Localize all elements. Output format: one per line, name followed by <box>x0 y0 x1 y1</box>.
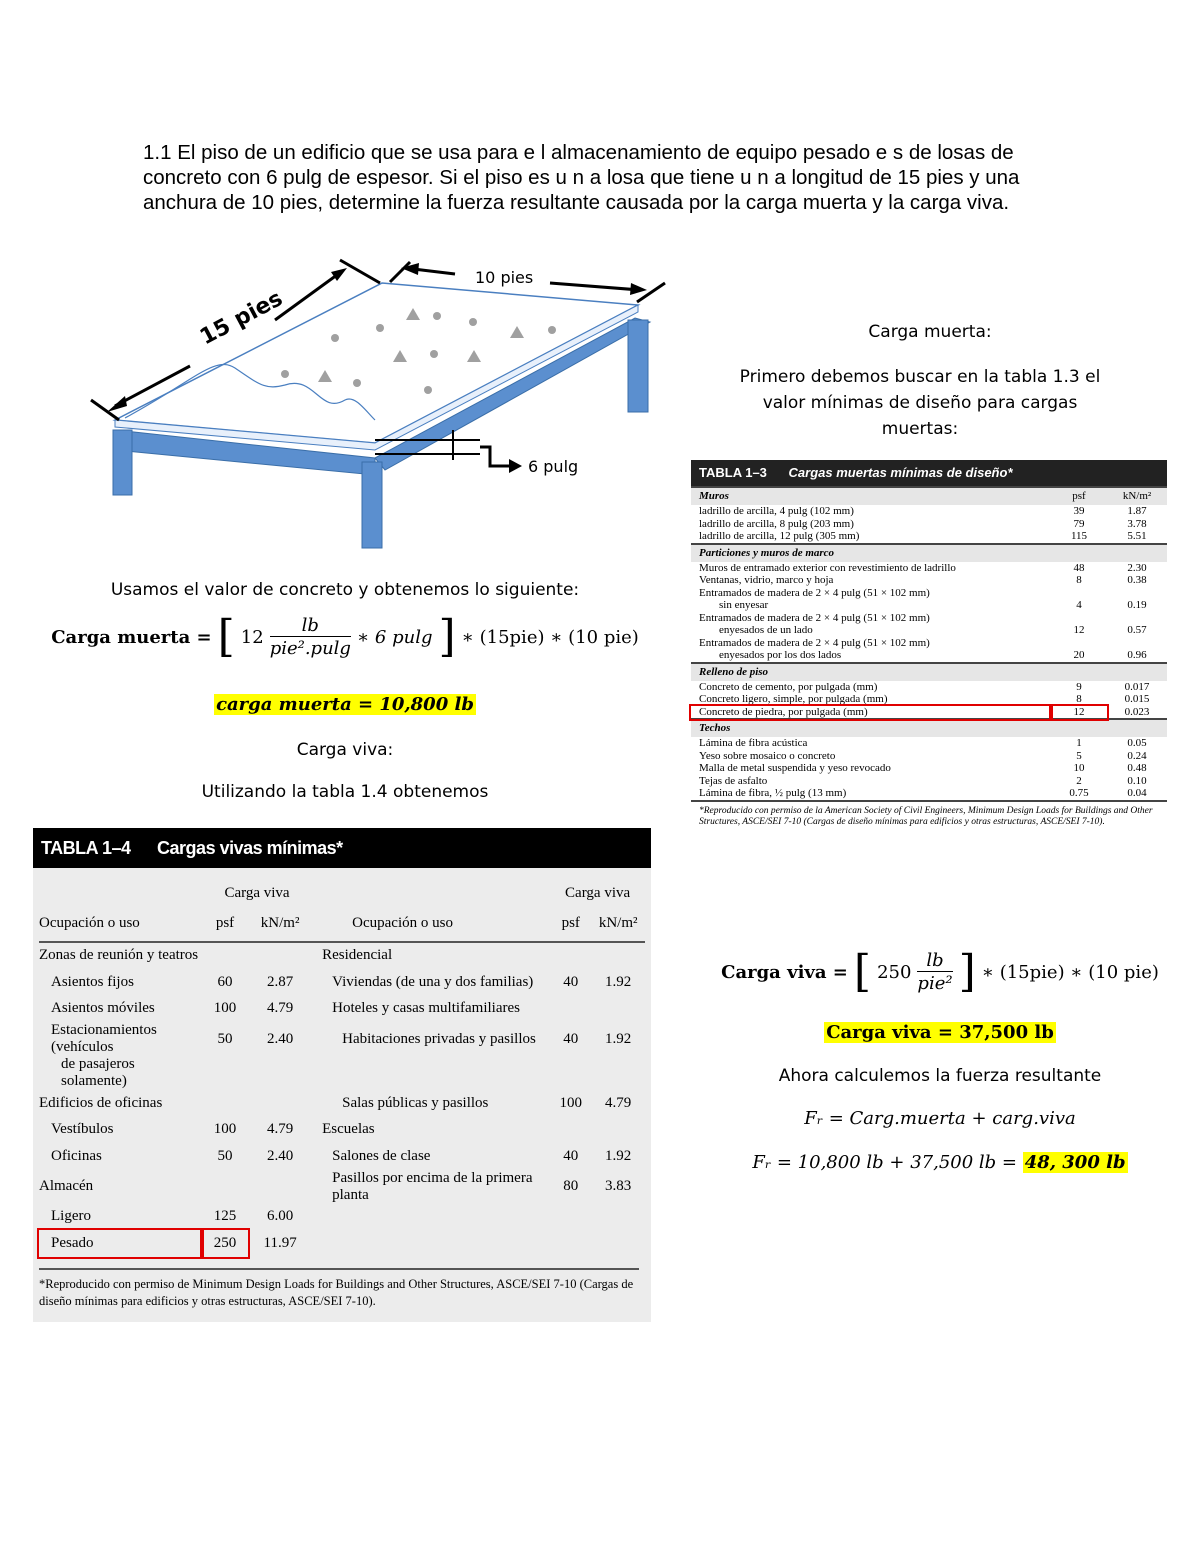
live-eq-num: lb <box>926 950 944 971</box>
left-psf: 50 <box>217 1030 233 1047</box>
dead-title: Carga muerta: <box>868 322 992 342</box>
blank <box>1107 663 1167 681</box>
right-label: Habitaciones privadas y pasillos <box>342 1030 536 1047</box>
row-kn: 0.04 <box>1127 787 1147 799</box>
dead-load-equation: Carga muerta = [ 12 lb pie².pulg ∗ 6 pulg ] ∗ (15pie) ∗ (10 pie) <box>51 611 639 662</box>
row-label: ladrillo de arcilla, 12 pulg (305 mm) <box>699 530 860 542</box>
right-kn <box>591 1204 645 1231</box>
row-kn: 0.023 <box>1124 705 1150 718</box>
blank <box>1051 719 1107 737</box>
table14-body <box>39 880 645 1257</box>
left-kn: 11.97 <box>263 1234 297 1251</box>
live-result: Carga viva = 37,500 lb <box>826 1022 1054 1043</box>
left-psf <box>202 1090 248 1117</box>
row-label: Ventanas, vidrio, marco y hoja <box>699 574 834 586</box>
row-kn <box>1107 612 1167 625</box>
left-label: Edificios de oficinas <box>39 1094 163 1111</box>
row-label: ladrillo de arcilla, 4 pulg (102 mm) <box>699 505 854 517</box>
eq-lhs: Carga muerta = <box>51 626 212 648</box>
col-header: Ocupación o uso <box>39 915 140 931</box>
table-row <box>691 574 1167 587</box>
table13-subtitle: Cargas muertas mínimas de diseño* <box>788 465 1013 480</box>
table14-content <box>39 880 645 1257</box>
table-row <box>39 996 645 1023</box>
col-header: Ocupación o uso <box>352 915 453 931</box>
right-psf <box>550 1117 591 1144</box>
col-header: kN/m² <box>598 915 638 931</box>
row-label: Concreto de cemento, por pulgada (mm) <box>699 680 878 693</box>
left-label: Zonas de reunión y teatros <box>39 947 199 964</box>
dead-result-wrap <box>40 694 650 715</box>
right-psf <box>550 996 591 1023</box>
row-psf <box>1051 587 1107 600</box>
eq-den: pie².pulg <box>269 638 351 659</box>
thickness-label: 6 pulg <box>528 457 579 476</box>
right-psf: 80 <box>563 1178 579 1194</box>
row-kn: 5.51 <box>1127 530 1147 542</box>
right-kn <box>591 996 645 1023</box>
right-kn: 4.79 <box>605 1094 632 1111</box>
row-label: ladrillo de arcilla, 8 pulg (203 mm) <box>699 517 854 530</box>
right-kn: 3.83 <box>605 1178 632 1194</box>
row-psf: 4 <box>1076 599 1082 611</box>
row-label: Entramados de madera de 2 × 4 pulg (51 × 102 mm) <box>699 586 930 599</box>
row-label: Lámina de fibra acústica <box>699 737 808 749</box>
row-psf: 8 <box>1076 574 1082 586</box>
row-psf <box>1051 612 1107 625</box>
row-kn: 1.87 <box>1127 505 1147 517</box>
group-label-right: Carga viva <box>565 884 631 901</box>
right-kn <box>591 1230 645 1257</box>
row-kn: 2.30 <box>1127 561 1147 574</box>
live-eq-den: pie² <box>917 973 953 994</box>
dead-intro: Primero debemos buscar en la tabla 1.3 el valor mínimas de diseño para cargas muertas: <box>739 367 1101 439</box>
left-psf: 60 <box>217 973 233 990</box>
row-label: enyesados por los dos lados <box>719 649 842 661</box>
leg-front-right <box>362 462 382 548</box>
eq-rest: ∗ 6 pulg <box>356 626 433 648</box>
row-kn: 0.19 <box>1127 599 1147 611</box>
row-kn <box>1107 587 1167 600</box>
right-label: Salas públicas y pasillos <box>342 1094 489 1111</box>
table-row <box>691 518 1167 531</box>
table13-body <box>691 486 1167 829</box>
right-psf: 100 <box>559 1094 583 1111</box>
table13-footnote-row <box>691 801 1167 829</box>
table-1-3 <box>691 460 1167 905</box>
row-kn: 3.78 <box>1127 517 1147 530</box>
eq-tail: ∗ (15pie) ∗ (10 pie) <box>461 626 639 648</box>
table-row <box>691 599 1167 612</box>
table14-header <box>33 828 651 868</box>
row-psf: 79 <box>1073 517 1085 530</box>
right-psf: 40 <box>563 1147 579 1164</box>
left-label: Almacén <box>39 1178 94 1194</box>
left-kn: 4.79 <box>267 1000 294 1017</box>
right-label: Hoteles y casas multifamiliares <box>332 1000 520 1017</box>
table-row <box>691 706 1167 720</box>
right-label: Residencial <box>322 947 393 964</box>
left-kn: 6.00 <box>267 1208 294 1225</box>
left-kn: 2.40 <box>267 1030 294 1047</box>
table14-footnote: *Reproducido con permiso de Minimum Design Loads for Buildings and Other Structures, ASCE/SEI 7-10 (Cargas de diseño mínimas para edificios y otras estructuras, ASCE/SEI 7-10). <box>39 1268 639 1310</box>
table-row <box>39 1056 645 1090</box>
table-row <box>691 762 1167 775</box>
table-row <box>691 787 1167 801</box>
slab-diagram <box>85 250 685 555</box>
live-eq-coef: 250 <box>877 961 912 983</box>
leg-back-right <box>628 320 648 412</box>
table14-group-header <box>39 880 645 907</box>
problem-statement: 1.1 El piso de un edificio que se usa para e l almacenamiento de equipo pesado e s de losas de concreto con 6 pulg de espesor. Si el piso es u n a losa que tiene u n a longitud de 15 pies y una anchura de 10 pies, determine la fuerza resultante causada por la carga muerta y la carga viva. <box>143 141 1020 214</box>
row-psf: 48 <box>1073 561 1085 574</box>
row-psf: 0.75 <box>1069 787 1089 799</box>
left-kn <box>248 1090 312 1117</box>
left-kn: 2.40 <box>267 1147 294 1164</box>
row-psf <box>1051 637 1107 650</box>
section-name: Techos <box>691 719 1051 737</box>
row-kn: 0.05 <box>1127 737 1147 749</box>
blank <box>1051 663 1107 681</box>
row-psf: 10 <box>1073 762 1085 774</box>
row-kn: 0.48 <box>1127 762 1147 774</box>
left-kn <box>248 1056 312 1090</box>
row-psf: 1 <box>1076 737 1082 749</box>
fr-calc: Fᵣ = 10,800 lb + 37,500 lb = <box>752 1152 1023 1173</box>
left-label: Vestíbulos <box>51 1121 114 1138</box>
row-label: enyesados de un lado <box>719 624 813 636</box>
live-eq-tail: ∗ (15pie) ∗ (10 pie) <box>981 961 1159 983</box>
left-label: Asientos fijos <box>51 973 134 990</box>
table-row <box>39 1230 645 1257</box>
left-psf: 50 <box>217 1147 233 1164</box>
live-intro: Utilizando la tabla 1.4 obtenemos <box>201 782 489 802</box>
fr-equation: Fᵣ = Carg.muerta + carg.viva <box>804 1108 1076 1129</box>
table-row <box>691 750 1167 763</box>
group-label-left: Carga viva <box>224 884 290 901</box>
right-psf: 40 <box>563 1030 579 1047</box>
col-header: psf <box>215 915 235 931</box>
row-kn: 0.57 <box>1127 624 1147 636</box>
table-row <box>39 969 645 996</box>
right-kn <box>591 942 645 970</box>
right-psf <box>550 1056 591 1090</box>
left-label: Oficinas <box>51 1147 102 1164</box>
row-label: sin enyesar <box>719 599 769 611</box>
right-label: Viviendas (de una y dos familias) <box>332 973 534 990</box>
right-kn: 1.92 <box>605 1147 632 1164</box>
row-kn: 0.017 <box>1124 680 1150 693</box>
table-row <box>39 1090 645 1117</box>
table14-subtitle: Cargas vivas mínimas* <box>157 838 343 858</box>
right-kn: 1.92 <box>605 973 632 990</box>
resultant-intro: Ahora calculemos la fuerza resultante <box>778 1066 1102 1086</box>
right-label <box>312 1204 550 1231</box>
live-load-equation: Carga viva = [ 250 lb pie² ] ∗ (15pie) ∗ (10 pie) <box>721 946 1159 997</box>
row-psf: 20 <box>1073 649 1085 661</box>
table13-section <box>691 719 1167 737</box>
row-label: Concreto de piedra, por pulgada (mm) <box>691 706 1051 720</box>
leg-front-left <box>113 430 132 495</box>
left-kn <box>248 1170 312 1204</box>
row-kn: 0.96 <box>1127 649 1147 661</box>
left-psf: 250 <box>202 1230 248 1257</box>
table-row <box>39 1117 645 1144</box>
width-label: 10 pies <box>475 268 534 287</box>
right-psf <box>550 1230 591 1257</box>
table13-section <box>691 487 1167 505</box>
row-kn: 0.24 <box>1127 749 1147 762</box>
row-label: Entramados de madera de 2 × 4 pulg (51 × 102 mm) <box>699 611 930 624</box>
right-psf <box>550 1204 591 1231</box>
col-header: kN/m² <box>260 915 300 931</box>
table13-header <box>691 460 1167 486</box>
blank <box>1107 719 1167 737</box>
table13-footnote: *Reproducido con permiso de la American Society of Civil Engineers, Minimum Design Loads for Buildings and Other Structures, ASCE/SEI 7-10 (Cargas de diseño mínimas para edificios y otras estructuras, ASCE/SEI 7-10). <box>691 801 1167 829</box>
right-label: Salones de clase <box>332 1147 431 1164</box>
table13-title: TABLA 1–3 <box>699 465 767 480</box>
table-row <box>691 612 1167 625</box>
row-psf: 12 <box>1073 624 1085 636</box>
left-psf <box>202 942 248 970</box>
row-label: Muros de entramado exterior con revestimiento de ladrillo <box>699 561 956 574</box>
fr-calc-wrap <box>700 1152 1180 1173</box>
left-intro: Usamos el valor de concreto y obtenemos lo siguiente: <box>110 580 580 600</box>
left-kn <box>248 942 312 970</box>
row-psf: 2 <box>1076 774 1082 787</box>
left-label: Asientos móviles <box>51 1000 155 1017</box>
section-name: Relleno de piso <box>691 663 1051 681</box>
dead-result: carga muerta = 10,800 lb <box>216 694 474 715</box>
right-kn: 1.92 <box>605 1030 632 1047</box>
row-label: Concreto ligero, simple, por pulgada (mm) <box>699 693 888 705</box>
col-header: psf <box>561 915 580 931</box>
left-kn: 4.79 <box>267 1121 294 1138</box>
table-row <box>691 562 1167 575</box>
row-kn: 0.015 <box>1124 693 1150 705</box>
right-kn <box>591 1117 645 1144</box>
table-row <box>691 649 1167 663</box>
live-title: Carga viva: <box>296 740 394 760</box>
row-kn <box>1107 637 1167 650</box>
eq-coef: 12 <box>240 626 264 648</box>
left-label: Ligero <box>51 1208 91 1225</box>
left-psf: 100 <box>213 1000 237 1017</box>
table-row <box>691 587 1167 600</box>
table-row <box>691 530 1167 544</box>
row-label: Entramados de madera de 2 × 4 pulg (51 × 102 mm) <box>699 636 930 649</box>
table13-section <box>691 544 1167 562</box>
col-kn: kN/m² <box>1107 487 1167 505</box>
row-label: Malla de metal suspendida y yeso revocado <box>699 762 891 774</box>
left-label: de pasajeros solamente) <box>61 1056 135 1089</box>
table-row <box>39 1170 645 1204</box>
table13-section <box>691 663 1167 681</box>
left-psf <box>202 1056 248 1090</box>
section-name: Particiones y muros de marco <box>691 544 1051 562</box>
row-psf: 5 <box>1076 749 1082 762</box>
table14-title: TABLA 1–4 <box>41 838 131 858</box>
right-label: Pasillos por encima de la primera planta <box>332 1169 533 1203</box>
row-psf: 9 <box>1076 680 1082 693</box>
row-kn: 0.38 <box>1127 574 1147 586</box>
blank <box>1051 544 1107 562</box>
row-psf: 8 <box>1076 693 1082 705</box>
blank <box>1107 544 1167 562</box>
right-label <box>312 1056 550 1090</box>
table-row <box>691 505 1167 518</box>
blank <box>39 880 202 907</box>
blank <box>312 880 550 907</box>
left-psf: 100 <box>213 1121 237 1138</box>
section-name: Muros <box>691 487 1051 505</box>
table-row <box>691 775 1167 788</box>
right-kn <box>591 1056 645 1090</box>
live-eq-lhs: Carga viva = <box>721 961 848 983</box>
table-row <box>691 737 1167 750</box>
eq-num: lb <box>301 615 319 636</box>
left-kn: 2.87 <box>267 973 294 990</box>
row-psf: 39 <box>1073 505 1085 517</box>
table-row <box>691 681 1167 694</box>
table-row <box>691 624 1167 637</box>
left-label: Pesado <box>39 1230 202 1257</box>
table14-col-header <box>39 907 645 942</box>
row-label: Lámina de fibra, ½ pulg (13 mm) <box>699 787 847 799</box>
live-result-wrap <box>700 1022 1180 1043</box>
table-row <box>39 1022 645 1056</box>
row-label: Yeso sobre mosaico o concreto <box>699 749 836 762</box>
right-psf <box>550 942 591 970</box>
right-label <box>312 1230 550 1257</box>
right-psf: 40 <box>563 973 579 990</box>
row-psf: 12 <box>1051 706 1107 720</box>
row-kn: 0.10 <box>1127 774 1147 787</box>
table-row <box>39 1143 645 1170</box>
fr-result: 48, 300 lb <box>1024 1152 1126 1173</box>
right-label: Escuelas <box>322 1121 375 1138</box>
table-row <box>39 1204 645 1231</box>
table-row <box>39 942 645 970</box>
left-label: Estacionamientos (vehículos <box>51 1022 157 1055</box>
col-psf: psf <box>1051 487 1107 505</box>
row-label: Tejas de asfalto <box>699 774 768 787</box>
table-row <box>691 637 1167 650</box>
table-1-4 <box>33 828 651 1322</box>
length-label: 15 pies <box>196 286 287 351</box>
table-row <box>691 693 1167 706</box>
left-psf <box>202 1170 248 1204</box>
row-psf: 115 <box>1070 530 1088 542</box>
left-psf: 125 <box>213 1208 237 1225</box>
